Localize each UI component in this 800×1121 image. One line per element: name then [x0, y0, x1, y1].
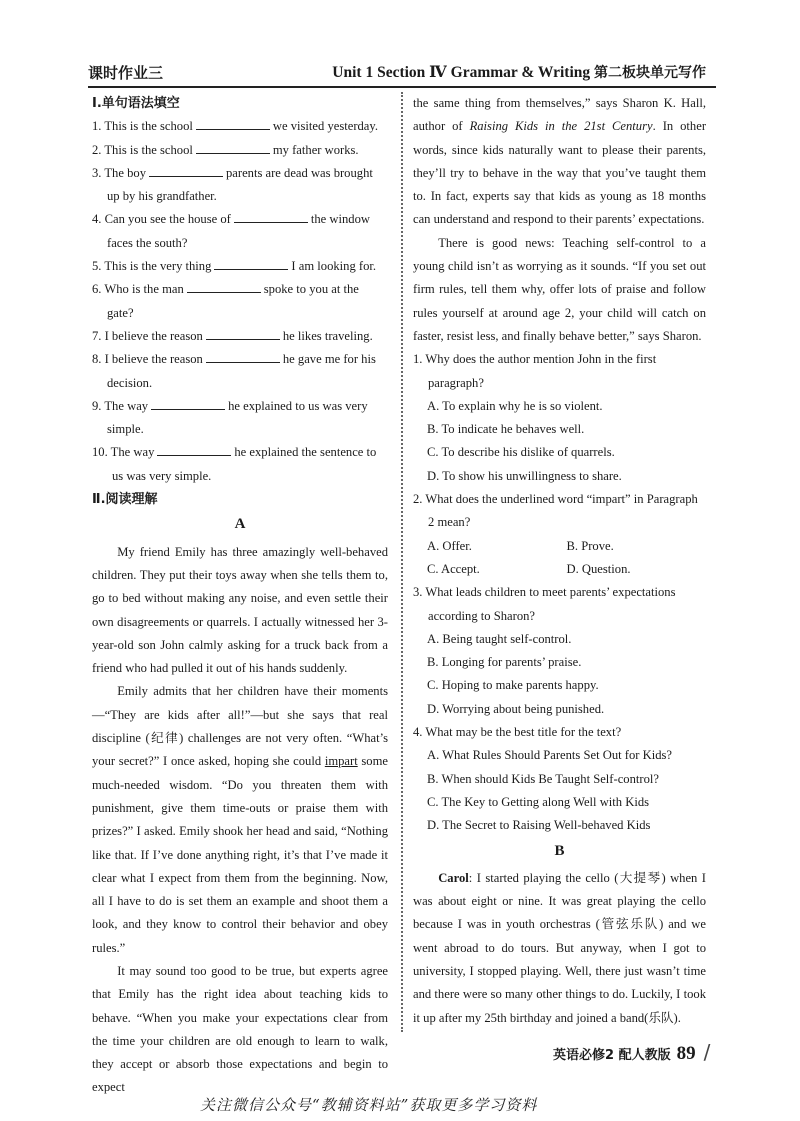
grammar-item: 1. This is the school we visited yesterday. [92, 119, 379, 134]
grammar-item: 2. This is the school my father works. [92, 142, 359, 157]
question-stem: 3. What leads children to meet parents’ expectations according to Sharon? [413, 585, 676, 623]
right-column [413, 92, 706, 1030]
answer-option[interactable]: C. Accept. [427, 561, 480, 576]
passage-b-paragraph: Carol: I started playing the cello (大提琴) when I was about eight or nine. It was great playing the cello because I was in youth orchestras (管弦乐队) and we went abroad to do tours. But anyway, when I got to university, I stopped playing. Well, there just wasn’t time and there were so many other things to do. Luckily, I took it up after my 25th birthday and joined a band(乐队). [413, 870, 706, 1025]
answer-option[interactable]: C. Hoping to make parents happy. [427, 678, 599, 693]
passage-a-paragraph-cont: the same thing from themselves,” says Sharon K. Hall, author of Raising Kids in the 21st Century. In other words, since kids naturally want to please their parents, they’ll try to behave in the way that you’ve taught them to. In fact, experts say that kids as young as 18 months can understand and respond to their parents’ expectations. [413, 96, 707, 227]
column-divider [401, 92, 403, 1032]
answer-option[interactable]: D. Question. [566, 561, 631, 576]
answer-blank[interactable] [206, 328, 280, 340]
header-rule [88, 86, 716, 88]
answer-blank[interactable] [149, 165, 223, 177]
answer-option[interactable]: A. Being taught self-control. [427, 631, 572, 646]
section2-title: Ⅱ.阅读理解 [92, 492, 158, 508]
grammar-item: 8. I believe the reason he gave me for his decision. [92, 352, 376, 390]
header-left: 课时作业三 [88, 64, 164, 82]
answer-blank[interactable] [187, 281, 261, 293]
answer-option[interactable]: B. Prove. [566, 538, 614, 553]
passage-a-paragraph: There is good news: Teaching self-control to a young child isn’t as worrying as it sounds. “If you set out firm rules, tell them why, offer lots of praise and follow rules yourself at around age 2, your child will catch on faster, resist less, and finally behave better,” says Sharon. [413, 235, 706, 343]
book-title: Raising Kids in the 21st Century [469, 119, 653, 134]
answer-option[interactable]: A. To explain why he is so violent. [427, 398, 603, 413]
page-footer [553, 1040, 710, 1065]
grammar-item: 6. Who is the man spoke to you at the gate? [92, 282, 359, 320]
answer-blank[interactable] [214, 258, 288, 270]
page-header [88, 62, 716, 86]
grammar-item: 5. This is the very thing I am looking for. [92, 259, 377, 274]
left-column [92, 92, 388, 1100]
answer-blank[interactable] [196, 118, 270, 130]
answer-blank[interactable] [157, 444, 231, 456]
answer-blank[interactable] [234, 211, 308, 223]
header-right [332, 62, 706, 82]
grammar-item: 7. I believe the reason he likes traveling. [92, 328, 373, 343]
answer-option[interactable]: D. The Secret to Raising Well-behaved Kids [427, 818, 651, 833]
grammar-item: 9. The way he explained to us was very simple. [92, 398, 368, 437]
answer-option[interactable]: D. To show his unwillingness to share. [427, 468, 622, 483]
passage-b-label: B [554, 842, 565, 859]
question-stem: 4. What may be the best title for the text? [413, 725, 622, 740]
answer-option[interactable]: C. The Key to Getting along Well with Kids [427, 794, 650, 809]
grammar-item: 4. Can you see the house of the window faces the south? [92, 212, 370, 250]
header-right-cn: 第二板块单元写作 [594, 65, 706, 81]
passage-a-paragraph: Emily admits that her children have their moments—“They are kids after all!”—but she says that real discipline (纪律) challenges are not very often. “What’s your secret?” I once asked, hoping she could impart some much-needed wisdom. “Do you threaten them with punishment, give them time-outs or praise them with prizes?” I asked. Emily shook her head and said, “Nothing like that. If I’ve done anything right, it’s that I’ve made it clear what I expect from them from the beginning. Now, all I have to do is set them an example and shoot them a look, and they know to control their behavior and obey rules.” [92, 684, 388, 955]
passage-a-paragraph: My friend Emily has three amazingly well-behaved children. They put their toys away when she tells them to, go to bed without making any noise, and even settle their own disagreements or quarrels. I actually witnessed her 3-year-old son John calmly asking for a truck back from a friend who had pulled it out of his hands suddenly. [92, 544, 388, 676]
question [413, 348, 706, 488]
answer-option[interactable]: A. Offer. [427, 538, 472, 553]
passage-a-paragraph: It may sound too good to be true, but experts agree that Emily has the right idea about teaching kids to behave. “When you make your expectations clear from the time your children are old enough to learn to walk, they accept or absorb those expectations and begin to expect [92, 963, 388, 1095]
page-number: 89 [676, 1043, 696, 1064]
question [413, 721, 706, 837]
question [413, 581, 706, 721]
answer-blank[interactable] [196, 142, 270, 154]
answer-blank[interactable] [151, 398, 225, 410]
answer-option[interactable]: B. When should Kids Be Taught Self-control? [427, 771, 659, 786]
grammar-item: 3. The boy parents are dead was brought up by his grandfather. [92, 165, 373, 204]
underlined-word: impart [324, 754, 358, 769]
section1-title: Ⅰ.单句语法填空 [92, 96, 180, 111]
answer-option[interactable]: B. Longing for parents’ praise. [427, 655, 582, 670]
book-name: 英语必修2 配人教版 [553, 1048, 671, 1063]
question-stem: 1. Why does the author mention John in the first paragraph? [413, 352, 657, 390]
answer-option[interactable]: A. What Rules Should Parents Set Out for Kids? [427, 748, 672, 763]
question-stem: 2. What does the underlined word “impart” in Paragraph 2 mean? [413, 492, 698, 530]
answer-option[interactable]: C. To describe his dislike of quarrels. [427, 445, 615, 460]
answer-option[interactable]: D. Worrying about being punished. [427, 701, 605, 716]
answer-blank[interactable] [206, 351, 280, 363]
speaker-name: Carol [438, 870, 469, 885]
footer-slash: / [703, 1040, 711, 1064]
grammar-item: 10. The way he explained the sentence to us was very simple. [92, 445, 377, 483]
passage-a-label: A [234, 516, 246, 533]
bottom-note: 关注微信公众号“教辅资料站”获取更多学习资料 [200, 1096, 538, 1114]
header-right-en: Unit 1 Section Ⅳ Grammar & Writing [332, 64, 594, 81]
answer-option[interactable]: B. To indicate he behaves well. [427, 422, 585, 437]
question [413, 488, 706, 581]
